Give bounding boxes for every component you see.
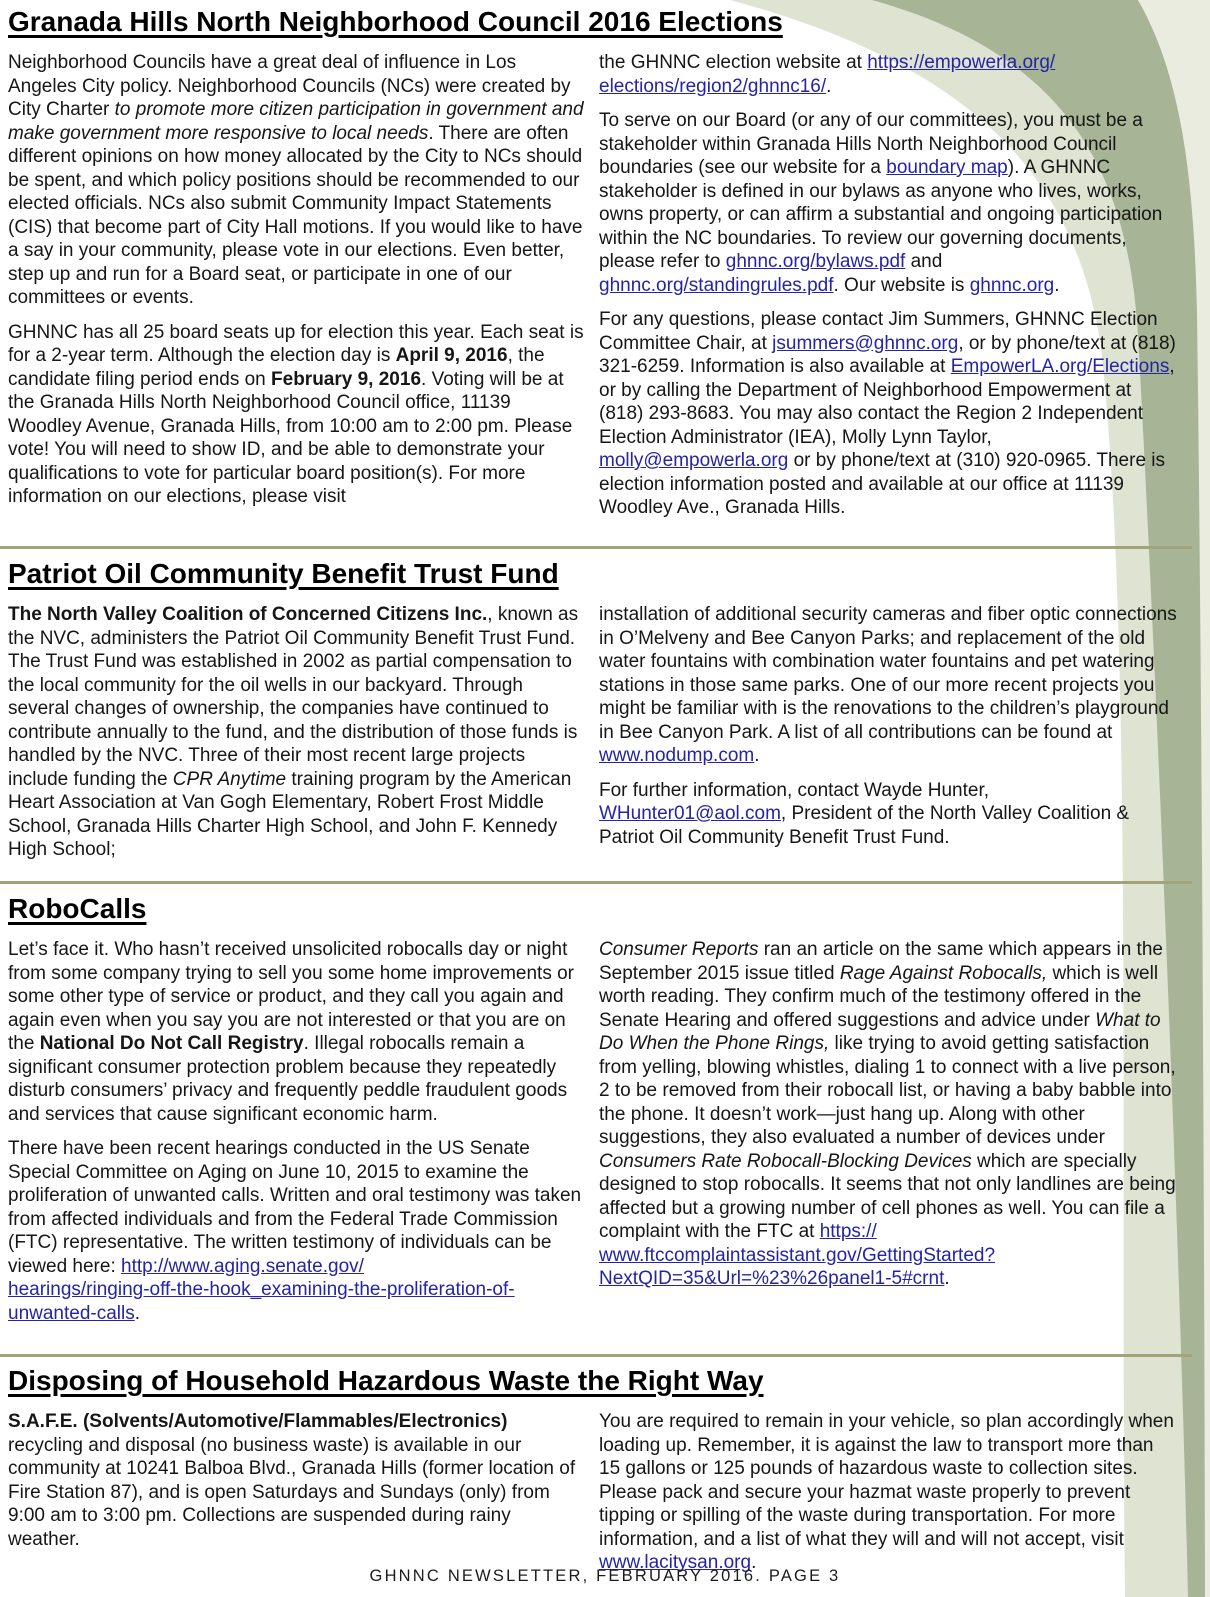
section-hazardous-waste bbox=[0, 1363, 1210, 1586]
paragraph bbox=[599, 51, 1177, 98]
link[interactable]: molly@empowerla.org bbox=[599, 450, 789, 471]
link[interactable]: www.nodump.com bbox=[599, 745, 755, 766]
left-column bbox=[8, 1410, 586, 1586]
text-run: April 9, 2016 bbox=[395, 345, 508, 366]
section-heading-hazardous-waste bbox=[8, 1363, 1210, 1399]
text-run: , President of the North Valley Coalition & Patriot Oil Community Benefit Trust Fund. bbox=[599, 803, 1130, 848]
left-column bbox=[8, 603, 586, 873]
text-run: GHNNC has all 25 board seats up for election this year. Each seat is for a 2-year term. Although the election day is bbox=[8, 321, 584, 366]
section-robocalls bbox=[0, 891, 1210, 1336]
text-run: , known as the NVC, administers the Patriot Oil Community Benefit Trust Fund. The Trust Fund was established in 2002 as partial compensation to the local community for the oil wells in our backyard. Through several changes of ownership, the companies have continued to contribute annually to the fund, and the distribution of those funds is handled by the NVC. Three of their most recent large projects include funding the bbox=[8, 604, 579, 790]
link[interactable]: boundary map bbox=[886, 157, 1008, 178]
text-run: Rage Against Robocalls, bbox=[839, 962, 1048, 984]
section-title-text: RoboCalls bbox=[8, 893, 147, 924]
paragraph bbox=[8, 1410, 586, 1551]
text-run: Consumers Rate Robocall-Blocking Devices bbox=[599, 1150, 972, 1172]
page-footer: GHNNC NEWSLETTER, FEBRUARY 2016. PAGE 3 bbox=[369, 1567, 841, 1585]
text-run: . Illegal robocalls remain a significant consumer protection problem because they repeatedly disturb consumers’ privacy and frequently peddle fraudulent goods and services that cause significant economic harm. bbox=[8, 1033, 568, 1125]
link[interactable]: unwanted-calls bbox=[8, 1302, 135, 1324]
paragraph bbox=[599, 938, 1177, 1291]
link[interactable]: WHunter01@aol.com bbox=[599, 803, 781, 824]
paragraph bbox=[8, 938, 586, 1126]
text-run: S.A.F.E. (Solvents/Automotive/Flammables/Electronics) bbox=[8, 1411, 508, 1432]
text-run: ran an article on the same which appears in the September 2015 issue titled bbox=[599, 939, 1163, 984]
link[interactable]: ghnnc.org/standingrules.pdf bbox=[599, 274, 834, 296]
link[interactable]: EmpowerLA.org/Elections bbox=[950, 356, 1170, 377]
section-title-text: Granada Hills North Neighborhood Council 2016 Elections bbox=[8, 6, 783, 37]
text-run: The North Valley Coalition of Concerned Citizens Inc. bbox=[8, 604, 488, 625]
section-title-text: Patriot Oil Community Benefit Trust Fund bbox=[8, 558, 559, 589]
right-column bbox=[599, 1410, 1177, 1586]
text-run: There have been recent hearings conducted in the US Senate Special Committee on Aging on June 10, 2015 to examine the proliferation of unwanted calls. Written and oral testimony was taken from affected individuals and from the Federal Trade Commission (FTC) representative. The written testimony of individuals can be viewed here: bbox=[8, 1138, 582, 1277]
text-run: ). A GHNNC stakeholder is defined in our bylaws as anyone who lives, works, owns property, or can affirm a substantial and ongoing participation within the NC boundaries. To review our governing documents, please refer to bbox=[599, 157, 1163, 272]
paragraph bbox=[599, 308, 1177, 520]
link[interactable]: www.ftccomplaintassistant.gov/GettingStarted? bbox=[599, 1244, 996, 1266]
text-run: For further information, contact Wayde Hunter, bbox=[599, 779, 990, 801]
text-run: the GHNNC election website at bbox=[599, 52, 868, 73]
text-run: . bbox=[751, 1552, 757, 1573]
two-column-body bbox=[8, 938, 1210, 1336]
text-run: February 9, 2016 bbox=[271, 368, 422, 390]
left-column bbox=[8, 51, 586, 531]
text-run: installation of additional security cameras and fiber optic connections in O’Melveny and Bee Canyon Parks; and replacement of the old water fountains with combination water fountains and pet watering stations in those same parks. One of our more recent projects you might be familiar with is the renovations to the children’s playground in Bee Canyon Park. A list of all contributions can be found at bbox=[599, 604, 1177, 743]
paragraph bbox=[599, 603, 1177, 768]
text-run: To serve on our Board (or any of our committees), you must be a stakeholder within Granada Hills North Neighborhood Council boundaries (see our website for a bbox=[599, 110, 1143, 178]
text-run: , the candidate filing period ends on bbox=[8, 345, 545, 390]
section-patriot-oil bbox=[0, 556, 1210, 873]
text-run: , or by calling the Department of Neighborhood Empowerment at (818) 293-8683. You may also contact the Region 2 Independent Election Administrator (IEA), Molly Lynn Taylor, bbox=[599, 356, 1175, 448]
text-run: to promote more citizen participation in government and make government more responsive to local needs bbox=[8, 99, 584, 144]
text-run: training program by the American Heart Association at Van Gogh Elementary, Robert Frost Middle School, Granada Hills Charter High School, and John F. Kennedy High School; bbox=[8, 768, 572, 860]
text-run: which is well worth reading. They confirm much of the testimony offered in the Senate Hearing and offered suggestions and advice under bbox=[599, 962, 1159, 1031]
text-run: . bbox=[944, 1268, 950, 1289]
text-run: . There are often different opinions on how money allocated by the City to NCs should be spent, and which policy positions should be recommended to our elected officials. NCs also submit Community Impact Statements (CIS) that become part of City Hall motions. If you would like to have a say in your community, please vote in our elections. Even better, step up and run for a Board seat, or participate in one of our committees or events. bbox=[8, 122, 583, 308]
paragraph bbox=[599, 1410, 1177, 1575]
two-column-body bbox=[8, 51, 1210, 531]
right-column bbox=[599, 51, 1177, 531]
text-run: What to Do When the Phone Rings, bbox=[599, 1009, 1161, 1054]
text-run: . bbox=[754, 745, 760, 766]
text-run: . Our website is bbox=[833, 274, 970, 296]
link[interactable]: https://empowerla.org/ bbox=[867, 52, 1056, 73]
link[interactable]: https:// bbox=[819, 1221, 877, 1242]
section-divider bbox=[0, 546, 1192, 549]
text-run: Let’s face it. Who hasn’t received unsolicited robocalls day or night from some company trying to sell you some home improvements or some other type of service or product, and they call you again and again even when you say you are not interested or that you are on the bbox=[8, 939, 574, 1054]
paragraph bbox=[599, 779, 1177, 850]
paragraph bbox=[8, 603, 586, 862]
text-run: or by phone/text at (310) 920-0965. There is election information posted and available at our office at 11139 Woodley Ave., Granada Hills. bbox=[599, 450, 1166, 518]
text-run: You are required to remain in your vehicle, so plan accordingly when loading up. Remember, it is against the law to transport more than 15 gallons or 125 pounds of hazardous waste to collection sites. Please pack and secure your hazmat waste properly to prevent tipping or spilling of the waste during transportation. For more information, and a list of what they will and will not accept, visit bbox=[599, 1411, 1174, 1550]
section-heading-elections bbox=[8, 4, 1210, 40]
link[interactable]: elections/region2/ghnnc16/ bbox=[599, 75, 827, 97]
text-run: recycling and disposal (no business waste) is available in our community at 10241 Balboa Blvd., Granada Hills (former location of Fire Station 87), and is open Saturdays and Sundays (only) from 9:00 am to 3:00 pm. Collections are suspended during rainy weather. bbox=[8, 1434, 576, 1550]
section-elections bbox=[0, 4, 1210, 531]
section-divider bbox=[0, 881, 1192, 884]
text-run: , or by phone/text at (818) 321-6259. Information is also available at bbox=[599, 332, 1176, 377]
paragraph bbox=[599, 109, 1177, 297]
link[interactable]: http://www.aging.senate.gov/ bbox=[121, 1255, 364, 1277]
text-run: . bbox=[826, 75, 832, 97]
text-run: . bbox=[134, 1302, 141, 1324]
paragraph bbox=[8, 51, 586, 310]
text-run: . Voting will be at the Granada Hills North Neighborhood Council office, 11139 Woodley Avenue, Granada Hills, from 10:00 am to 2:00 pm. Please vote! You will need to show ID, and be able to demonstrate your qualifications to vote for particular board position(s). For more information on our elections, please visit bbox=[8, 368, 573, 507]
text-run: like trying to avoid getting satisfaction from yelling, blowing whistles, dialing 1 to connect with a live person, 2 to be removed from their robocall list, or having a baby babble into the phone. It doesn’t work—just hang up. Along with other suggestions, they also evaluated a number of devices under bbox=[599, 1033, 1176, 1148]
text-run: and bbox=[905, 251, 943, 272]
text-run: CPR Anytime bbox=[172, 768, 287, 790]
two-column-body bbox=[8, 603, 1210, 873]
text-run: Consumer Reports bbox=[599, 939, 759, 960]
text-run: which are specially designed to stop robocalls. It seems that not only landlines are being affected but a growing number of cell phones as well. You can file a complaint with the FTC at bbox=[599, 1150, 1176, 1242]
link[interactable]: ghnnc.org/bylaws.pdf bbox=[725, 251, 906, 272]
link[interactable]: NextQID=35&Url=%23%26panel1-5#crnt bbox=[599, 1268, 945, 1289]
paragraph bbox=[8, 1137, 586, 1325]
link[interactable]: jsummers@ghnnc.org bbox=[772, 332, 959, 354]
section-divider bbox=[0, 1354, 1192, 1357]
text-run: . bbox=[1054, 274, 1060, 296]
link[interactable]: www.lacitysan.org bbox=[599, 1552, 752, 1573]
section-heading-robocalls bbox=[8, 891, 1210, 927]
left-column bbox=[8, 938, 586, 1336]
paragraph bbox=[8, 321, 586, 509]
right-column bbox=[599, 938, 1177, 1336]
section-heading-patriot-oil bbox=[8, 556, 1210, 592]
two-column-body bbox=[8, 1410, 1210, 1586]
right-column bbox=[599, 603, 1177, 873]
text-run: National Do Not Call Registry bbox=[39, 1033, 304, 1054]
text-run: For any questions, please contact Jim Summers, GHNNC Election Committee Chair, at bbox=[599, 309, 1158, 354]
text-run: Neighborhood Councils have a great deal of influence in Los Angeles City policy. Neighborhood Councils (NCs) were created by City Charter bbox=[8, 52, 571, 120]
link[interactable]: ghnnc.org bbox=[969, 274, 1055, 296]
section-title-text: Disposing of Household Hazardous Waste the Right Way bbox=[8, 1365, 764, 1396]
link[interactable]: hearings/ringing-off-the-hook_examining-the-proliferation-of- bbox=[8, 1279, 515, 1300]
